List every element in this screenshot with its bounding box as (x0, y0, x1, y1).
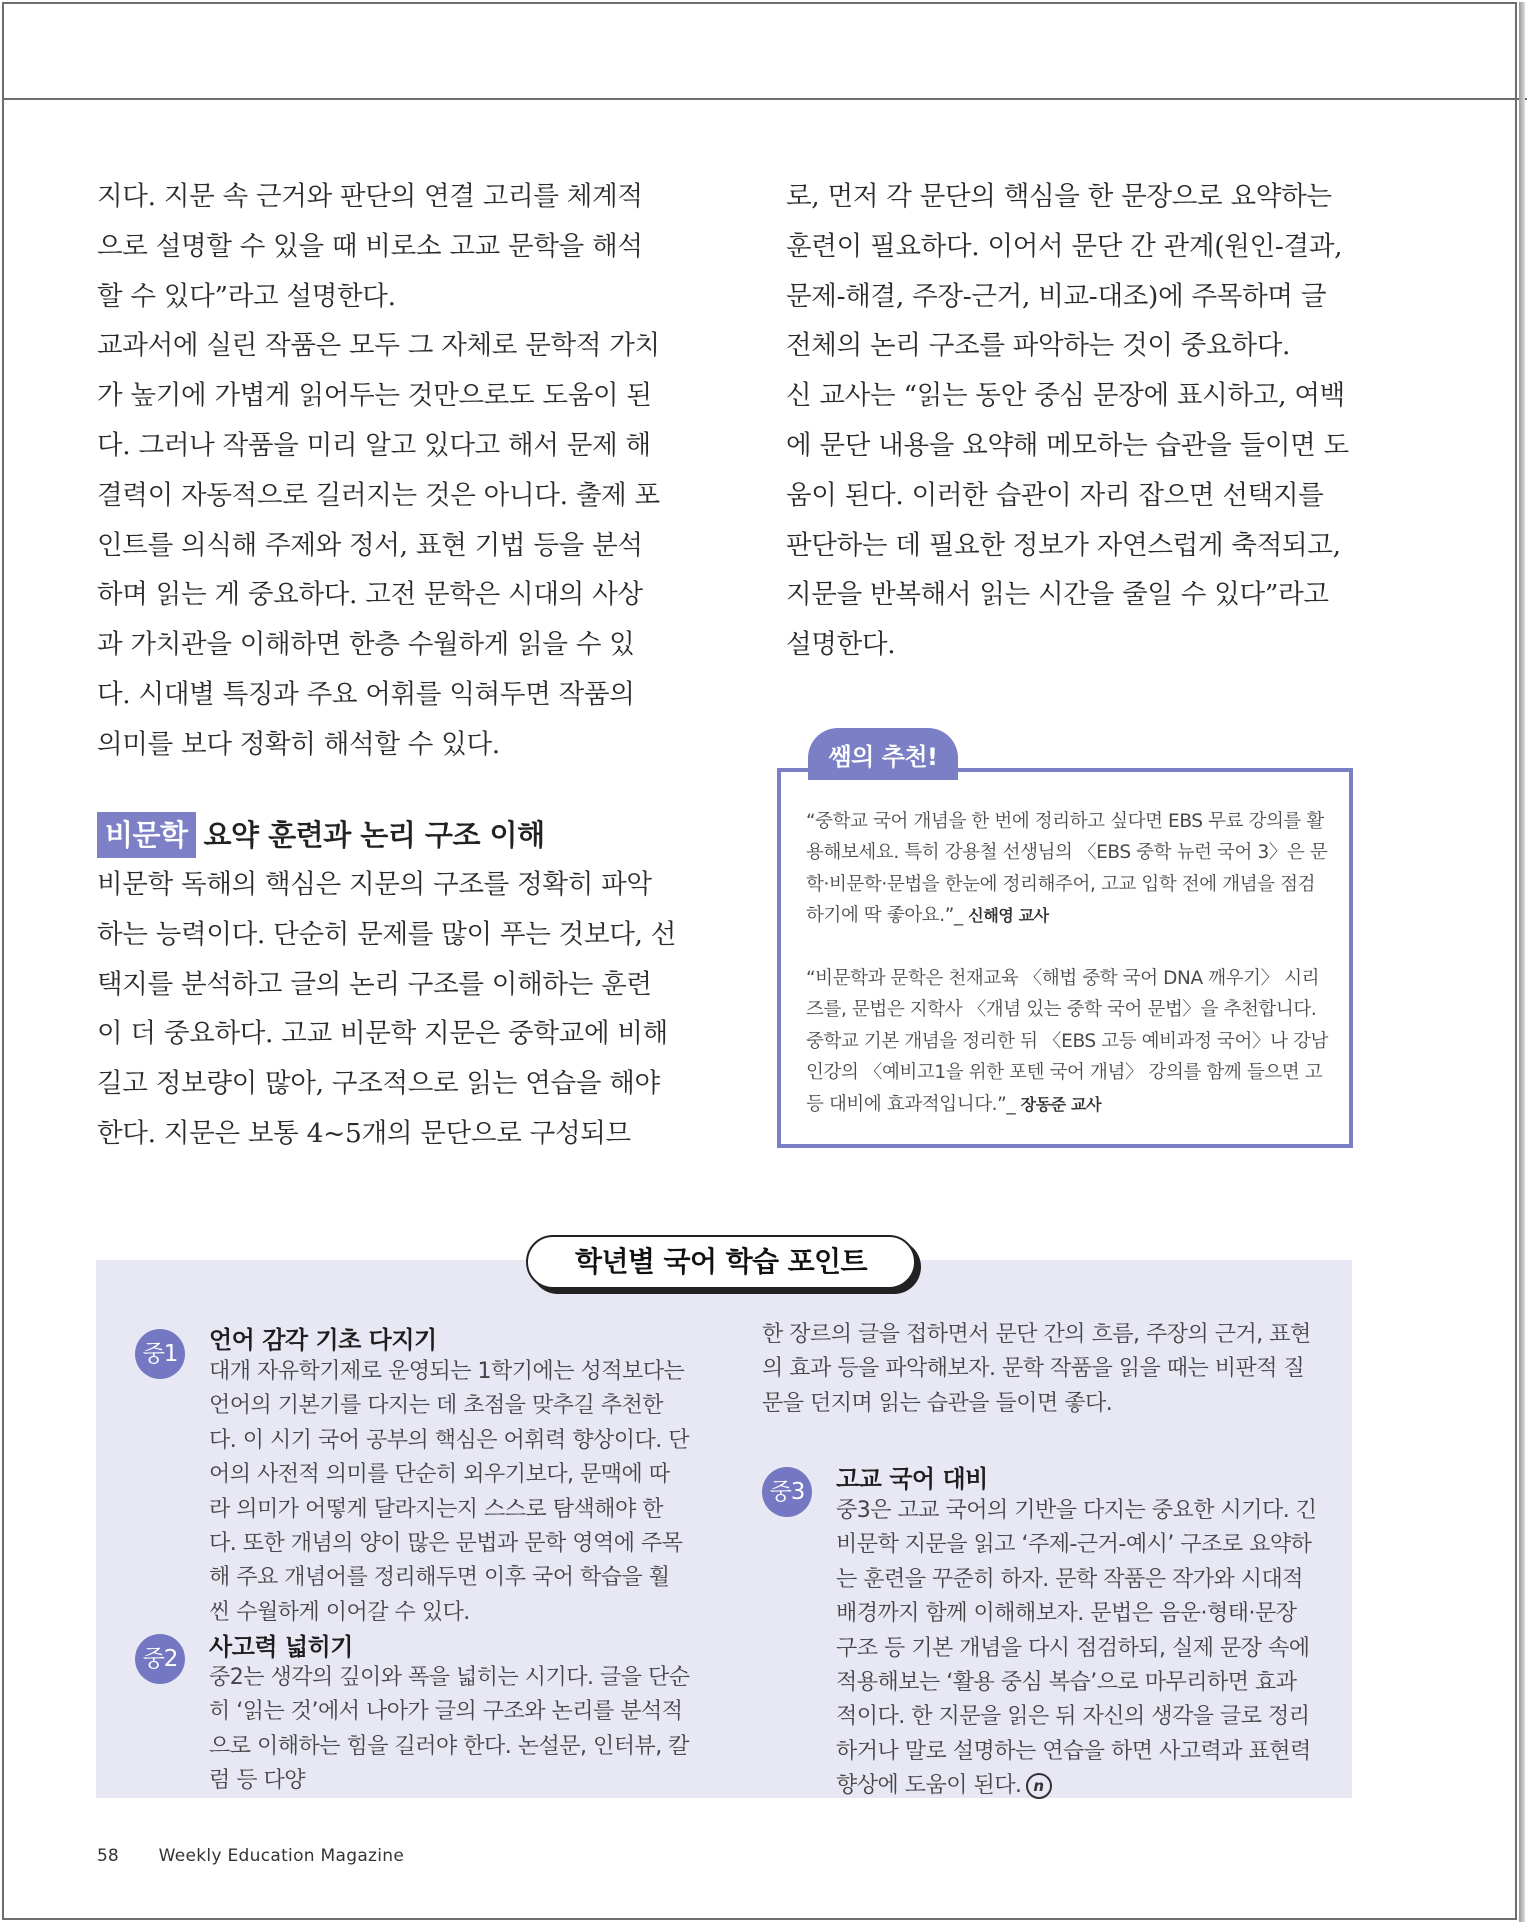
quote-text: “중학교 국어 개념을 한 번에 정리하고 싶다면 EBS 무료 강의를 활용해보세요. 특히 강용철 선생님의 〈EBS 중학 뉴런 국어 3〉은 문학·비문학·문법을 한눈에 정리해주어, 고교 입학 전에 개념을 점검하기에 딱 좋아요.”_ (806, 811, 1328, 927)
section-heading (97, 812, 677, 858)
grade-body (135, 1355, 690, 1630)
quote-author: 장동준 교사 (1020, 1094, 1102, 1114)
paragraph: 신 교사는 “읽는 동안 중심 문장에 표시하고, 여백에 문단 내용을 요약해 메모하는 습관을 들이면 도움이 된다. 이러한 습관이 자리 잡으면 선택지를 판단하는 데 필요한 정보가 자연스럽게 축적되고, 지문을 반복해서 읽는 시간을 줄일 수 있다”라고 설명한다. (786, 380, 1349, 661)
grade-points-title: 학년별 국어 학습 포인트 (526, 1235, 916, 1289)
section-body: 비문학 독해의 핵심은 지문의 구조를 정확히 파악하는 능력이다. 단순히 문제를 많이 푸는 것보다, 선택지를 분석하고 글의 논리 구조를 이해하는 훈련이 더 중요하다. 고교 비문학 지문은 중학교에 비해 길고 정보량이 많아, 구조적으로 읽는 연습을 해야 한다. 지문은 보통 4~5개의 문단으로 구성되므 (97, 869, 677, 1149)
grade-body (135, 1661, 690, 1794)
grade-body-text: 중2는 생각의 깊이와 폭을 넓히는 시기다. 글을 단순히 ‘읽는 것’에서 나아가 글의 구조와 논리를 분석적으로 이해하는 힘을 길러야 한다. 논설문, 인터뷰, 칼럼 등 다양 (209, 1665, 690, 1794)
grade-body-span: 중3은 고교 국어의 기반을 다지는 중요한 시기다. 긴 비문학 지문을 읽고 ‘주제-근거-예시’ 구조로 요약하는 훈련을 꾸준히 하자. 문학 작품은 작가와 시대적 배경까지 함께 이해해보자. 문법은 음운·형태·문장 구조 등 기본 개념을 다시 점검하되, 실제 문장 속에 적용해보는 ‘활용 중심 복습’으로 마무리하면 효과적이다. 한 지문을 읽은 뒤 자신의 생각을 글로 정리하거나 말로 설명하는 연습을 하면 사고력과 표현력 향상에 도움이 된다. (836, 1498, 1317, 1799)
page-edge-shadow (1519, 2, 1525, 1922)
grade-badge-3: 중3 (762, 1467, 812, 1517)
quote-author: 신해영 교사 (968, 906, 1049, 926)
grade-heading: 언어 감각 기초 다지기 (209, 1326, 437, 1354)
grade-badge-2: 중2 (135, 1634, 185, 1684)
grade-body-continued: 한 장르의 글을 접하면서 문단 간의 흐름, 주장의 근거, 표현의 효과 등을 파악해보자. 문학 작품을 읽을 때는 비판적 질문을 던지며 읽는 습관을 들이면 좋다. (762, 1322, 1311, 1416)
recommendation-quote (806, 806, 1331, 932)
paragraph: 지다. 지문 속 근거와 판단의 연결 고리를 체계적으로 설명할 수 있을 때 비로소 고교 문학을 해석할 수 있다”라고 설명한다. (97, 181, 643, 312)
section-badge: 비문학 (97, 812, 196, 858)
section-nonliterature (97, 812, 677, 1159)
grade-body-text (762, 1494, 1317, 1804)
grade-heading: 사고력 넓히기 (209, 1633, 353, 1661)
page-number: 58 (97, 1846, 119, 1866)
footer (97, 1846, 404, 1866)
quote-text: “비문학과 문학은 천재교육 〈해법 중학 국어 DNA 깨우기〉 시리즈를, 문법은 지학사 〈개념 있는 중학 국어 문법〉을 추천합니다. 중학교 기본 개념을 정리한 뒤 〈EBS 고등 예비과정 국어〉나 강남 인강의 〈예비고1을 위한 포텐 국어 개념〉 강의를 함께 들으면 고등 대비에 효과적입니다.”_ (806, 968, 1328, 1115)
section-title: 요약 훈련과 논리 구조 이해 (203, 818, 545, 852)
article-left-column (97, 172, 667, 770)
grade-body (762, 1494, 1317, 1804)
magazine-name: Weekly Education Magazine (158, 1846, 405, 1866)
grade-heading: 고교 국어 대비 (836, 1465, 988, 1493)
grade-body-text: 대개 자유학기제로 운영되는 1학기에는 성적보다는 언어의 기본기를 다지는 데 초점을 맞추길 추천한다. 이 시기 국어 공부의 핵심은 어휘력 향상이다. 단어의 사전적 의미를 단순히 외우기보다, 문맥에 따라 의미가 어떻게 달라지는지 스스로 탐색해야 한다. 또한 개념의 양이 많은 문법과 문학 영역에 주목해 주요 개념어를 정리해두면 이후 국어 학습을 훨씬 수월하게 이어갈 수 있다. (209, 1359, 689, 1625)
paragraph: 로, 먼저 각 문단의 핵심을 한 문장으로 요약하는 훈련이 필요하다. 이어서 문단 간 관계(원인-결과, 문제-해결, 주장-근거, 비교-대조)에 주목하며 글 전체의 논리 구조를 파악하는 것이 중요하다. (786, 181, 1343, 362)
grade-badge-1: 중1 (135, 1329, 185, 1379)
header-rule (2, 98, 1527, 100)
article-right-column (786, 172, 1356, 670)
recommendation-tab: 쌤의 추천! (808, 728, 958, 780)
recommendation-quote (806, 963, 1331, 1120)
paragraph: 교과서에 실린 작품은 모두 그 자체로 문학적 가치가 높기에 가볍게 읽어두는 것만으로도 도움이 된다. 그러나 작품을 미리 알고 있다고 해서 문제 해결력이 자동적으로 길러지는 것은 아니다. 출제 포인트를 의식해 주제와 정서, 표현 기법 등을 분석하며 읽는 게 중요하다. 고전 문학은 시대의 사상과 가치관을 이해하면 한층 수월하게 읽을 수 있다. 시대별 특징과 주요 어휘를 익혀두면 작품의 의미를 보다 정확히 해석할 수 있다. (97, 330, 660, 760)
end-mark-icon: n (1026, 1773, 1052, 1799)
